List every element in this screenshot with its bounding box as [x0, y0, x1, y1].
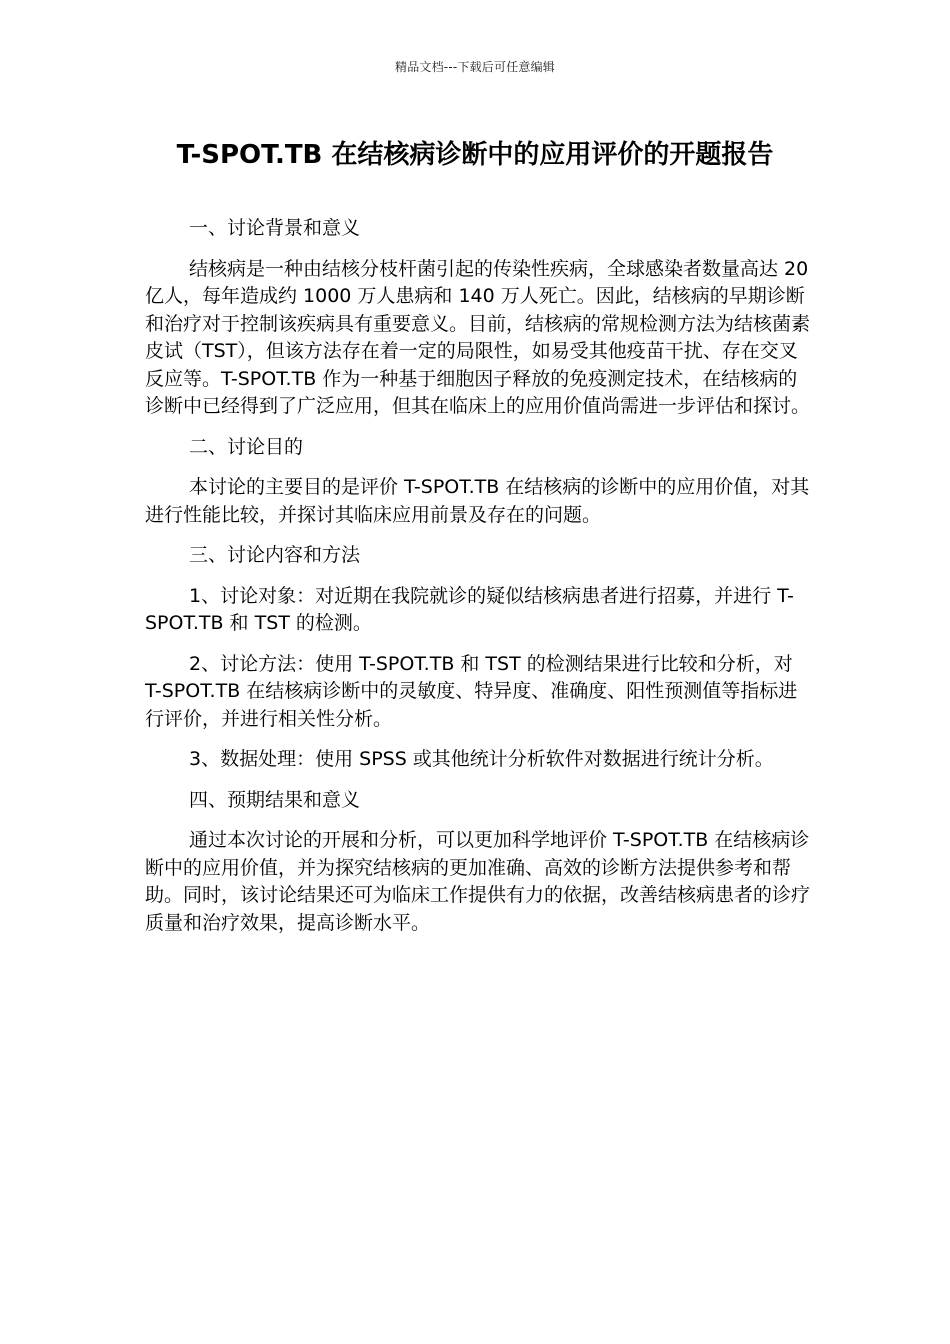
- paragraph-data-processing: 3、数据处理：使用 SPSS 或其他统计分析软件对数据进行统计分析。: [189, 748, 774, 770]
- page-title: T-SPOT.TB 在结核病诊断中的应用评价的开题报告: [176, 140, 774, 170]
- section-heading-background: 一、讨论背景和意义: [189, 217, 361, 239]
- paragraph-method: 2、讨论方法：使用 T-SPOT.TB 和 TST 的检测结果进行比较和分析，对 T-SPOT.TB 在结核病诊断中的灵敏度、特异度、准确度、阳性预测值等指标进行评价，并进行相关性分析。: [145, 652, 798, 730]
- paragraph-subjects: 1、讨论对象：对近期在我院就诊的疑似结核病患者进行招募，并进行 T-SPOT.TB 和 TST 的检测。: [145, 584, 794, 634]
- paragraph-background: 结核病是一种由结核分枝杆菌引起的传染性疾病，全球感染者数量高达 20 亿人，每年造成约 1000 万人患病和 140 万人死亡。因此，结核病的早期诊断和治疗对于控制该疾病具有重要意义。目前，结核病的常规检测方法为结核菌素皮试（TST），但该方法存在着一定的局限性，如易受其他疫苗干扰、存在交叉反应等。T-SPOT.TB 作为一种基于细胞因子释放的免疫测定技术，在结核病的诊断中已经得到了广泛应用，但其在临床上的应用价值尚需进一步评估和探讨。: [145, 257, 811, 417]
- header-note: 精品文档---下载后可任意编辑: [395, 60, 555, 74]
- section-heading-purpose: 二、讨论目的: [189, 435, 304, 458]
- section-heading-expected-results: 四、预期结果和意义: [189, 788, 361, 811]
- section-heading-methods: 三、讨论内容和方法: [189, 544, 361, 566]
- paragraph-expected-results: 通过本次讨论的开展和分析，可以更加科学地评价 T-SPOT.TB 在结核病诊断中的应用价值，并为探究结核病的更加准确、高效的诊断方法提供参考和帮助。同时，该讨论结果还可为临床工作提供有力的依据，改善结核病患者的诊疗质量和治疗效果，提高诊断水平。: [145, 829, 811, 934]
- paragraph-purpose: 本讨论的主要目的是评价 T-SPOT.TB 在结核病的诊断中的应用价值，对其进行性能比较，并探讨其临床应用前景及存在的问题。: [145, 476, 810, 526]
- document-body: [145, 215, 815, 950]
